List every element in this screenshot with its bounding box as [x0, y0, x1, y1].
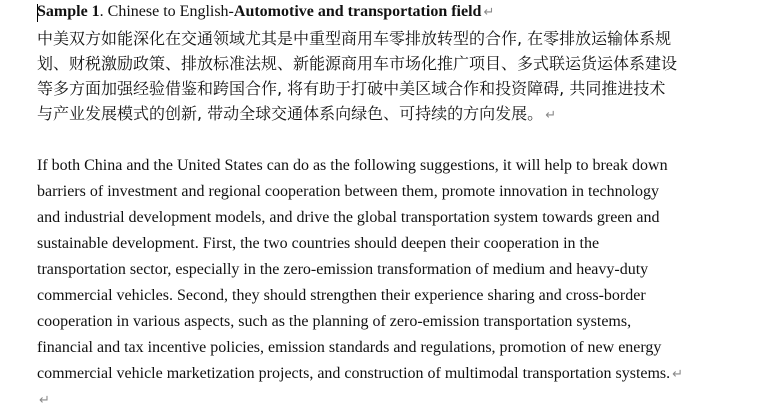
english-line-6: commercial vehicles. Second, they should strengthen their experience sharing and cross-border — [37, 287, 646, 304]
english-line-8: financial and tax incentive policies, emission standards and regulations, promotion of new energy — [37, 339, 662, 356]
english-line-9 — [37, 364, 683, 385]
english-line-9-text: commercial vehicle marketization projects, and construction of multimodal transportation systems. — [37, 365, 671, 382]
english-line-3: and industrial development models, and drive the global transportation system towards green and — [37, 209, 660, 226]
english-line-4: sustainable development. First, the two countries should deepen their cooperation in the — [37, 235, 600, 252]
chinese-line-1: 中美双方如能深化在交通领域尤其是中重型商用车零排放转型的合作, 在零排放运输体系规 — [37, 29, 672, 48]
sample-title — [37, 2, 494, 23]
english-line-7: cooperation in various aspects, such as the planning of zero-emission transportation systems, — [37, 313, 632, 330]
chinese-line-3: 等多方面加强经验借鉴和跨国合作, 将有助于打破中美区域合作和投资障碍, 共同推进技术 — [37, 79, 666, 98]
english-line-2: barriers of investment and regional cooperation between them, promote innovation in technology — [37, 183, 660, 200]
chinese-line-4-text: 与产业发展模式的创新, 带动全球交通体系向绿色、可持续的方向发展。 — [37, 104, 544, 123]
english-line-5: transportation sector, especially in the zero-emission transformation of medium and heavy-duty — [37, 261, 649, 278]
chinese-line-4 — [37, 104, 556, 126]
sample-separator: . Chinese to English- — [99, 3, 234, 20]
english-line-1: If both China and the United States can do as the following suggestions, it will help to break down — [37, 157, 668, 174]
chinese-line-2: 划、财税激励政策、排放标准法规、新能源商用车市场化推广项目、多式联运货运体系建设 — [37, 54, 678, 73]
empty-paragraph — [37, 390, 50, 411]
paragraph-mark-icon: ↵ — [483, 5, 495, 20]
field-label: Automotive and transportation field — [233, 3, 482, 20]
paragraph-mark-icon: ↵ — [672, 367, 684, 382]
sample-label: Sample 1 — [37, 3, 100, 20]
paragraph-mark-icon: ↵ — [39, 393, 50, 408]
paragraph-mark-icon: ↵ — [545, 108, 557, 123]
